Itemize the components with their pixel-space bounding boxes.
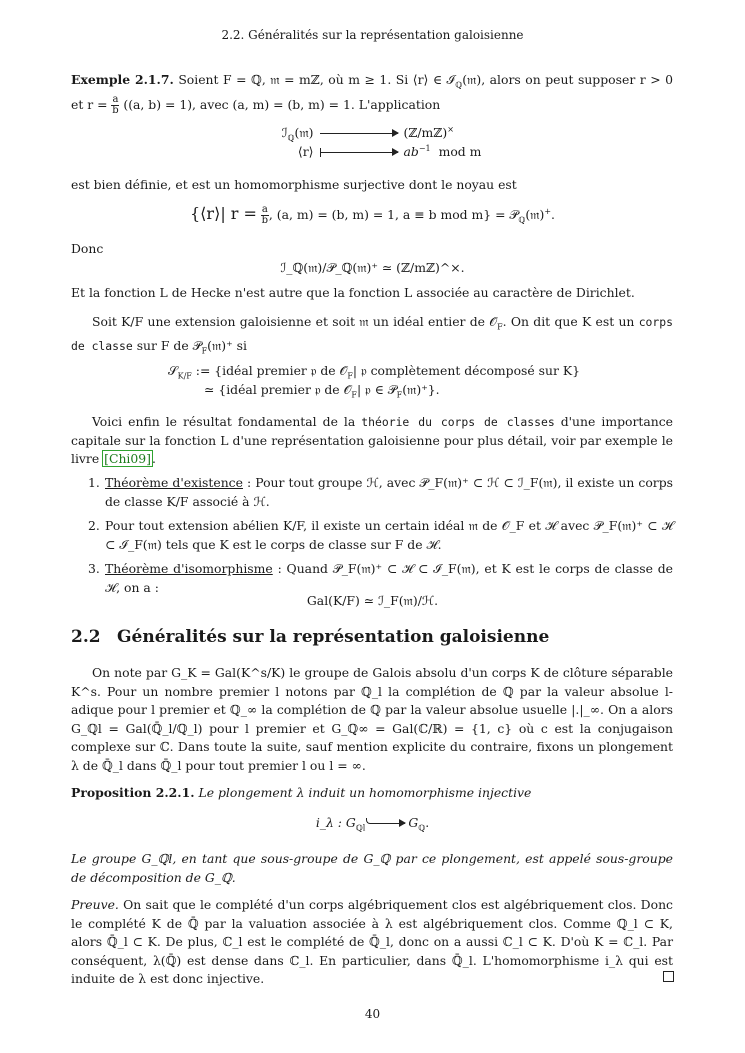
example-text-c: ((a, b) = 1), avec (a, m) = (b, m) = 1. L'application [123, 97, 441, 113]
kernel-sup: + [544, 207, 552, 216]
qed-square-icon [663, 971, 674, 982]
para3-d: (𝔪)⁺ si [207, 338, 247, 354]
quotient-formula: ℐ_ℚ(𝔪)/𝒫_ℚ(𝔪)⁺ ≃ (ℤ/mℤ)^×. [280, 260, 465, 275]
theory-paragraph [71, 413, 673, 469]
split-l1-rest: := {idéal premier 𝔭 de 𝒪 [195, 363, 348, 378]
para3-b: . On dit que K est un [502, 314, 635, 329]
split-sub-F: F [347, 371, 353, 381]
theorem-text: : Pour tout groupe ℋ, avec 𝒫_F(𝔪)⁺ ⊂ ℋ ⊂ ℐ_F(𝔪), il existe un corps de classe K/F associé à ℋ. [105, 475, 673, 509]
kernel-left: {⟨r⟩| r = [190, 204, 257, 224]
map-r2-right: ab [403, 144, 419, 160]
split-l1-end: | 𝔭 complètement décomposé sur K} [352, 363, 581, 378]
inj-right: G [408, 815, 419, 830]
extension-paragraph [71, 313, 673, 361]
example-label: Exemple 2.1.7. [71, 72, 174, 87]
split-l2-subF2: F [396, 390, 403, 400]
page-number: 40 [364, 1007, 381, 1021]
proof-paragraph [71, 896, 673, 989]
inj-left-sub: ℚl [355, 823, 366, 833]
theorem-title: Théorème d'existence [105, 475, 243, 490]
para4-c: . [152, 451, 156, 467]
paragraph-surjective: est bien définie, et est un homomorphisme surjective dont le noyau est [71, 177, 517, 192]
section-number: 2.2 [71, 627, 101, 647]
split-l2: ≃ {idéal premier 𝔭 de 𝒪 [204, 382, 352, 397]
map-r1-sub: ℚ [287, 133, 295, 143]
theorem-number: 2. [88, 518, 100, 534]
map-r1-sup: × [447, 125, 454, 134]
proposition-label: Proposition 2.2.1. [71, 785, 195, 800]
para3-a: Soit K/F une extension galoisienne et soit 𝔪 un idéal entier de 𝒪 [92, 314, 498, 329]
proposition-statement [71, 784, 673, 803]
split-l2-end: (𝔪)⁺}. [402, 382, 440, 397]
theory-term: théorie du corps de classes [361, 415, 555, 429]
kernel-num: a [261, 204, 268, 216]
map-r2-mod: mod m [438, 144, 482, 160]
para3-sub-F2: F [201, 346, 208, 356]
kernel-right: , (a, m) = (b, m) = 1, a ≡ b mod m} = 𝒫 [268, 207, 519, 223]
theorem-text: Pour tout extension abélien K/F, il existe un certain idéal 𝔪 de 𝒪_F et ℋ avec 𝒫_F(𝔪)⁺ ⊂ ℋ ⊂ ℐ_F(𝔪) tels que K est le corps de classe sur F de ℋ. [105, 518, 673, 552]
right-arrow-icon [320, 133, 398, 134]
proposition-text2: Le groupe G_ℚl, en tant que sous-groupe de G_ℚ par ce plongement, est appelé sous-groupe de décomposition de G_ℚ. [71, 851, 673, 885]
map-r1-left-rest: (𝔪) [294, 125, 314, 141]
kernel-dot: . [551, 207, 555, 223]
kernel-formula [0, 203, 745, 230]
split-l2-mid: | 𝔭 ∈ 𝒫 [356, 382, 397, 397]
theorem-title: Théorème d'isomorphisme [105, 561, 273, 577]
galois-group-paragraph: On note par G_K = Gal(K^s/K) le groupe de Galois absolu d'un corps K de clôture séparable K^s. Pour un nombre premier l notons par ℚ_l la complétion de ℚ par la valeur absolue l-adique pour l premier et ℚ_∞ la complétion de ℚ par la valeur absolue usuelle |.|_∞. On a alors G_ℚl = Gal(ℚ̄_l/ℚ_l) pour l premier et G_ℚ∞ = Gal(ℂ/ℝ) = {1, c} où c est la conjugaison complexe sur ℂ. Dans toute la suite, sauf mention explicite du contraire, fixons un plongement λ de ℚ̄_l dans ℚ̄_l pour tout premier l ou l = ∞. [71, 665, 673, 773]
theorem-number: 1. [88, 475, 100, 490]
kernel-tail: (𝔪) [525, 207, 545, 223]
split-l2-subF: F [351, 390, 357, 400]
para3-c: sur F de 𝒫 [136, 338, 202, 354]
para4-a: Voici enfin le résultat fondamental de la [92, 414, 356, 429]
example-fraction [111, 95, 119, 116]
para4-b: d'une importance capitale sur la fonction L d'une représentation galoisienne pour plus détail, voir par exemple le livre [71, 414, 673, 467]
donc-line: Donc [71, 241, 104, 256]
theorem-number: 3. [88, 561, 100, 577]
mapsto-arrow-icon [320, 152, 398, 153]
kernel-sub: ℚ [518, 215, 526, 225]
section-heading [71, 628, 549, 647]
inj-left: i_λ : G [315, 815, 356, 830]
inj-right-sub: ℚ [418, 823, 426, 833]
map-r2-sup: −1 [418, 144, 431, 153]
example-subscript: ℚ [455, 80, 463, 90]
inj-dot: . [425, 815, 430, 830]
map-r1-left-sym: ℐ [281, 125, 288, 141]
proof-text: On sait que le complété d'un corps algébriquement clos est algébriquement clos. Donc le complété K de ℚ̄ par la valuation associée à λ est algébriquement clos. Comme ℚ_l ⊂ K, alors ℚ̄_l ⊂ K. De plus, ℂ_l est le complété de ℚ̄_l, donc on a aussi ℂ_l ⊂ K. D'où K = ℂ_l. Par conséquent, λ(ℚ̄) est dense dans ℂ_l. En particulier, dans ℚ̄_l. L'homomorphisme i_λ qui est induite de λ est donc injective. [71, 897, 673, 987]
proof-label: Preuve. [71, 897, 119, 912]
example-paragraph [71, 71, 673, 116]
corps-de-classe-term: corps de classe [71, 315, 673, 354]
decomposition-paragraph [71, 850, 673, 887]
example-text-a: Soient F = ℚ, 𝔪 = mℤ, où m ≥ 1. Si ⟨r⟩ ∈ ℐ [178, 72, 456, 87]
theorem-item [71, 517, 673, 554]
theorem-item [71, 474, 673, 511]
map-row2-left: ⟨r⟩ [297, 144, 314, 160]
fraction-denominator: b [112, 105, 119, 117]
map-r1-right: (ℤ/mℤ) [403, 125, 448, 141]
kernel-fraction [261, 205, 269, 226]
hook-arrow-icon [371, 823, 405, 824]
kernel-den: b [261, 215, 269, 227]
hecke-paragraph: Et la fonction L de Hecke n'est autre que la fonction L associée au caractère de Dirichlet. [71, 285, 635, 300]
split-l1-left: 𝒮 [168, 363, 178, 378]
running-header: 2.2. Généralités sur la représentation galoisienne [221, 28, 524, 42]
theorem-text: : Quand 𝒫_F(𝔪)⁺ ⊂ ℋ ⊂ ℐ_F(𝔪), et K est le corps de classe de ℋ, on a : [105, 561, 673, 595]
theorem-list [71, 474, 673, 598]
galois-iso-formula: Gal(K/F) ≃ ℐ_F(𝔪)/ℋ. [306, 593, 439, 608]
map-row2-right [404, 140, 484, 162]
example-text-b: (𝔪), alors on peut supposer r > 0 et r = [71, 72, 673, 113]
proposition-text: Le plongement λ induit un homomorphisme injective [198, 785, 532, 800]
split-l1-sub: K/F [177, 371, 192, 381]
map-row-2 [0, 140, 745, 162]
para3-sub-F: F [497, 322, 503, 332]
citation-link[interactable]: [Chi09] [104, 451, 151, 467]
section-title: Généralités sur la représentation galoisienne [117, 627, 550, 647]
injection-formula [0, 814, 745, 838]
fraction-numerator: a [112, 94, 119, 106]
split-def-line2 [204, 381, 440, 405]
